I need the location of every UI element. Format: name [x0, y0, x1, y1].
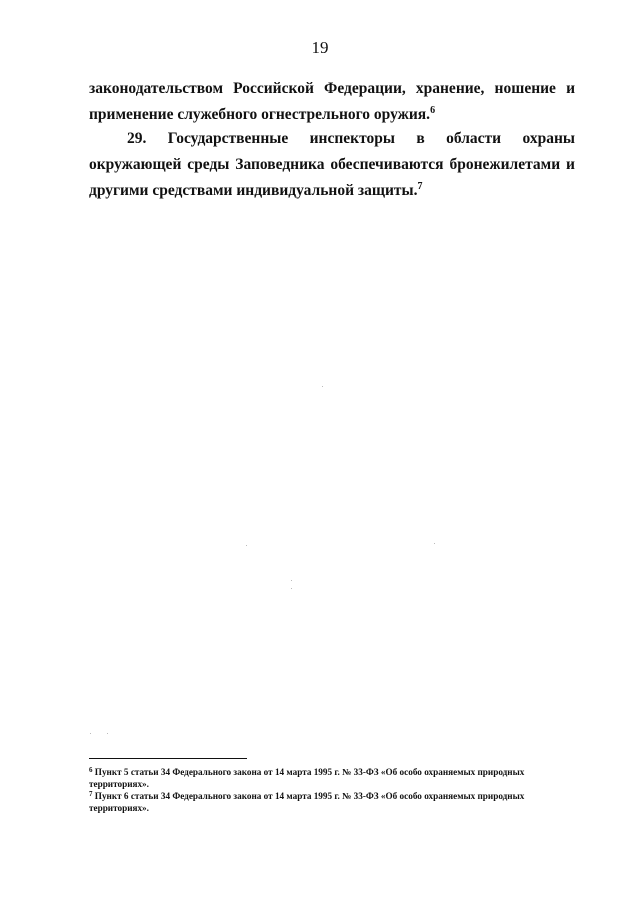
footnote-mark-7: 7 — [89, 790, 93, 798]
paragraph-1-text: законодательством Российской Федерации, хранение, ношение и применение служебного огнестрельного оружия. — [89, 80, 575, 123]
footnote-7 — [89, 790, 581, 814]
footnote-ref-7[interactable]: 7 — [417, 181, 423, 192]
footnote-7-text: Пункт 6 статьи 34 Федерального закона от 14 марта 1995 г. № 33-ФЗ «Об особо охраняемых природных территориях». — [89, 791, 525, 813]
scan-speck — [434, 543, 435, 544]
footnote-6 — [89, 766, 581, 790]
page-number: 19 — [311, 38, 329, 57]
scan-speck — [246, 545, 247, 546]
footnote-mark-6: 6 — [89, 766, 93, 774]
footnotes — [89, 766, 581, 814]
scan-speck — [291, 588, 292, 589]
scan-speck — [107, 733, 108, 734]
scan-speck — [90, 733, 91, 734]
paragraph-1 — [89, 76, 575, 128]
footnote-6-text: Пункт 5 статьи 34 Федерального закона от 14 марта 1995 г. № 33-ФЗ «Об особо охраняемых природных территориях». — [89, 767, 525, 789]
footnote-ref-6[interactable]: 6 — [430, 105, 436, 116]
footnote-separator — [89, 758, 247, 759]
paragraph-2-text: 29. Государственные инспекторы в области охраны окружающей среды Заповедника обеспечиваются бронежилетами и другими средствами индивидуальной защиты. — [89, 130, 575, 199]
paragraph-2 — [89, 126, 575, 204]
scan-speck — [322, 386, 323, 387]
scan-speck — [291, 580, 292, 581]
